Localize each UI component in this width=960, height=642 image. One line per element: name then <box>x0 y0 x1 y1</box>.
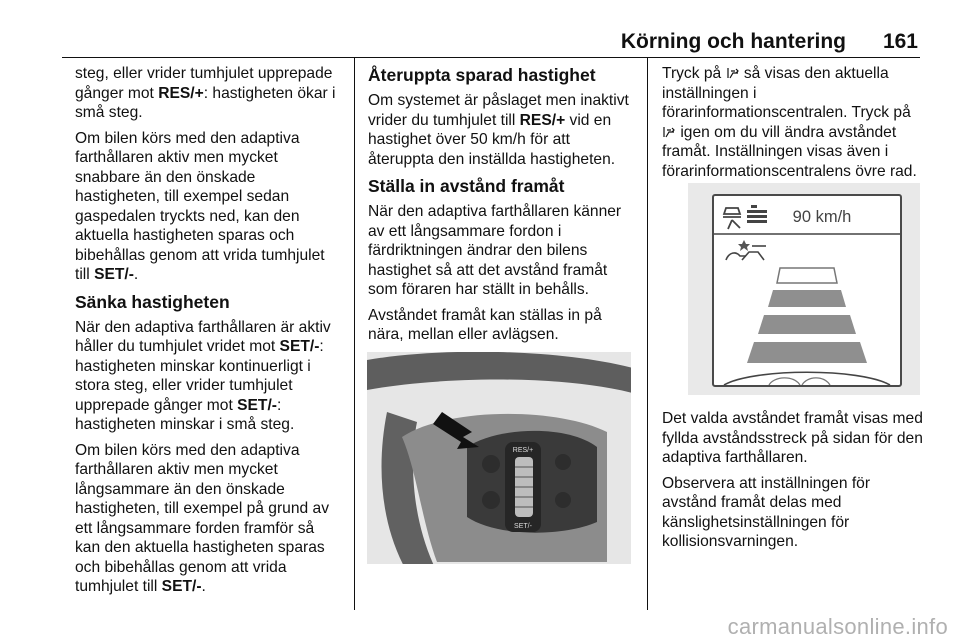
col1-paragraph-3: När den adaptiva farthållaren är aktiv håller du tumhjulet vridet mot SET/-: hastigheten minskar kontinuerligt i stora steg, eller vrider tumhjulet upprepade gånger mot SET/-: hastigheten minskar i små steg. <box>75 318 331 433</box>
driver-info-screen <box>712 194 902 387</box>
heading-resume-speed: Återuppta sparad hastighet <box>368 65 596 85</box>
col2-paragraph-3: Avståndet framåt kan ställas in på nära, mellan eller avlägsen. <box>368 306 602 343</box>
svg-text:RES/+: RES/+ <box>512 447 534 454</box>
column-3-lower <box>662 409 928 558</box>
page-header <box>0 26 960 56</box>
col1-paragraph-4: Om bilen körs med den adaptiva farthållaren aktiv men mycket långsammare än den önskade hastigheten, till exempel på grund av ett långsammare forden framför så kan den aktuella hastigheten sparas och bibehållas genom att vrida tumhjulet till SET/-. <box>75 441 329 595</box>
column-3 <box>662 64 928 187</box>
distance-display-illustration <box>714 196 900 385</box>
column-1 <box>75 64 343 603</box>
steering-wheel-illustration <box>367 352 631 564</box>
steering-wheel-figure <box>367 352 631 564</box>
col3-paragraph-2: Det valda avståndet framåt visas med fyllda avståndsstreck på sidan för den adaptiva farthållaren. <box>662 410 923 466</box>
header-rule <box>62 57 920 58</box>
watermark: carmanualsonline.info <box>727 614 948 639</box>
column-divider-1 <box>354 58 355 610</box>
acc-icon <box>723 208 741 229</box>
chapter-title: Körning och hantering <box>620 30 846 53</box>
col1-paragraph-2: Om bilen körs med den adaptiva farthållaren aktiv men mycket snabbare än den önskade hastigheten, till exempel sedan gaspedalen tryckts ned, kan den aktuella hastigheten sparas och bibehållas genom att vrida tumhjulet till SET/-. <box>75 129 325 283</box>
distance-button-icon <box>726 67 740 79</box>
display-speed: 90 km/h <box>792 208 852 226</box>
distance-button-icon <box>662 126 676 138</box>
col3-paragraph-1: Tryck på så visas den aktuella inställningen i förarinformationscentralen. Tryck på igen om du vill ändra avståndet framåt. Inställningen visas även i förarinformationscentralens övre rad. <box>662 65 917 180</box>
col2-paragraph-1: Om systemet är påslaget men inaktivt vrider du tumhjulet till RES/+ vid en hastighet över 50 km/h för att återuppta den inställda hastigheten. <box>368 92 629 168</box>
column-2 <box>368 64 634 351</box>
heading-set-distance: Ställa in avstånd framåt <box>368 176 565 196</box>
col1-paragraph-1: steg, eller vrider tumhjulet upprepade gånger mot RES/+: hastigheten ökar i små steg. <box>75 65 336 121</box>
driver-info-display-figure <box>688 183 920 395</box>
heading-lower-speed: Sänka hastigheten <box>75 291 230 312</box>
distance-bars-icon <box>747 205 767 223</box>
column-divider-2 <box>647 58 648 610</box>
svg-text:SET/-: SET/- <box>514 523 532 530</box>
page-number: 161 <box>882 30 918 53</box>
col2-paragraph-2: När den adaptiva farthållaren känner av ett långsammare fordon i färdriktningen ändrar den bilens hastighet så att det avstånd framåt som föraren har ställt in behålls. <box>368 203 622 298</box>
col3-paragraph-3: Observera att inställningen för avstånd framåt delas med känslighetsinställningen för kollisionsvarningen. <box>662 474 871 550</box>
